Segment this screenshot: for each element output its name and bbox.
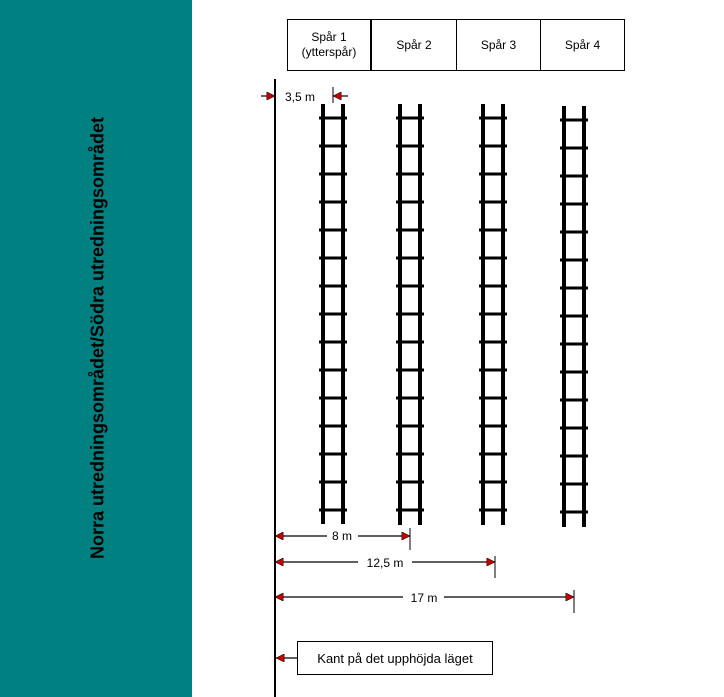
dimension-8m-label: 8 m [331, 529, 353, 543]
track-label-1-note: (ytterspår) [301, 45, 357, 59]
dimension-12-5m-label: 12,5 m [366, 556, 404, 570]
side-panel-title: Norra utredningsområdet/Södra utredningsområdet [87, 116, 108, 560]
track-2-ladder [396, 104, 424, 525]
track-label-2-name: Spår 2 [396, 37, 432, 52]
dimension-3-5m-label: 3,5 m [285, 90, 316, 104]
track-1-ladder [319, 104, 347, 524]
dimension-8m [275, 528, 410, 550]
track-label-3-name: Spår 3 [480, 37, 517, 52]
dimension-17m [275, 590, 574, 613]
platform-edge-label-text: Kant på det upphöjda läget [317, 650, 473, 666]
track-4-ladder [560, 106, 588, 527]
track-3-ladder [479, 104, 507, 525]
platform-edge-label [297, 641, 493, 675]
dimension-12-5m [275, 556, 495, 578]
track-label-4-name: Spår 4 [564, 37, 601, 52]
track-label-1-name: Spår 1 [311, 30, 347, 44]
dimension-17m-label: 17 m [410, 591, 438, 605]
